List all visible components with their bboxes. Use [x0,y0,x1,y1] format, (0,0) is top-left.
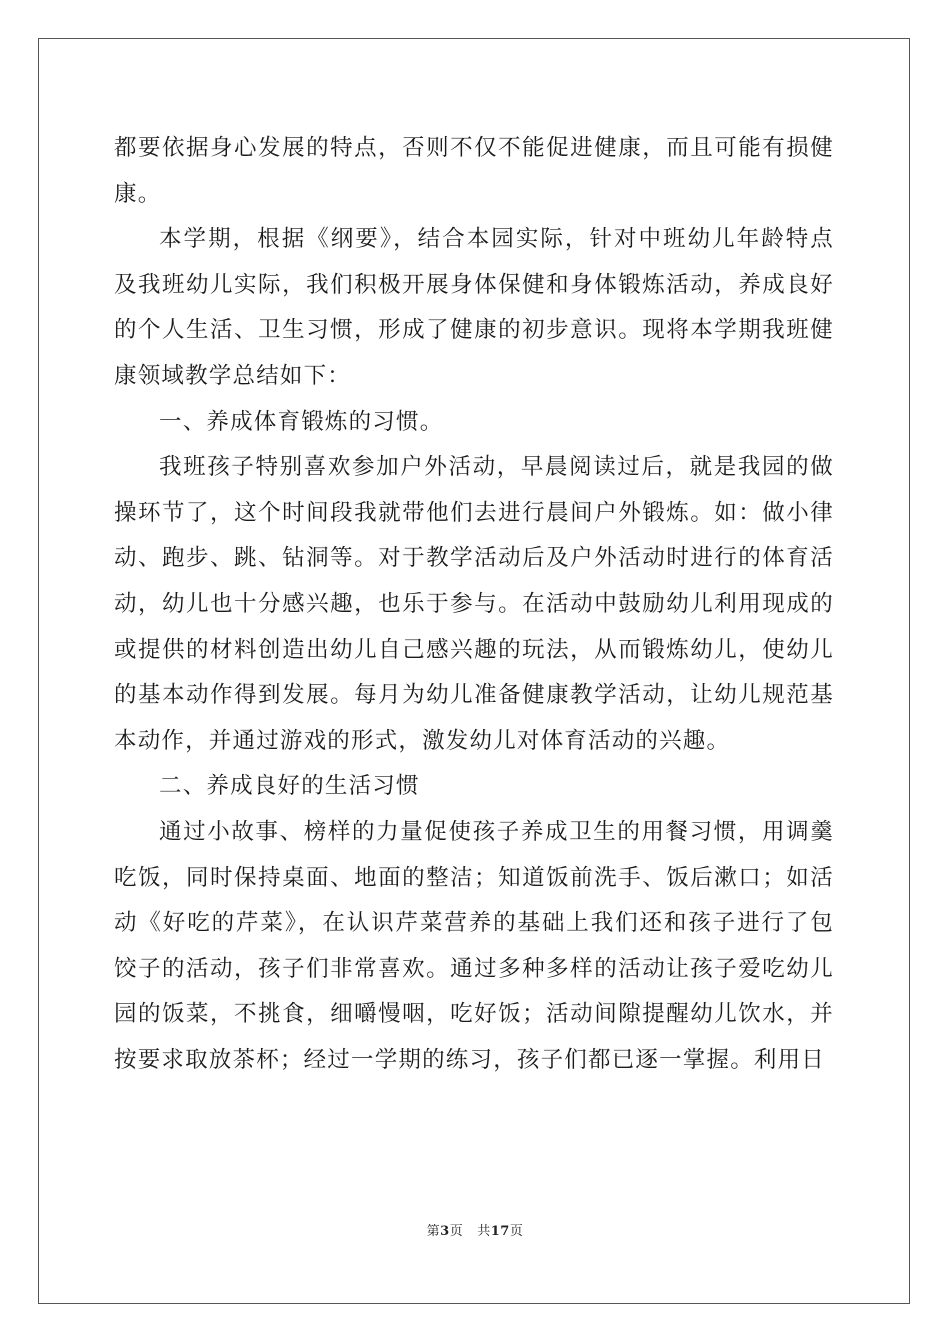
paragraph-section-2: 通过小故事、榜样的力量促使孩子养成卫生的用餐习惯，用调羹吃饭，同时保持桌面、地面的整洁；知道饭前洗手、饭后漱口；如活动《好吃的芹菜》，在认识芹菜营养的基础上我们还和孩子进行了包饺子的活动，孩子们非常喜欢。通过多种多样的活动让孩子爱吃幼儿园的饭菜，不挑食，细嚼慢咽，吃好饭；活动间隙提醒幼儿饮水，并按要求取放茶杯；经过一学期的练习，孩子们都已逐一掌握。利用日 [114,818,834,1073]
total-pages-number: 17 [490,1224,510,1239]
section-heading-1: 一、养成体育锻炼的习惯。 [159,408,444,435]
footer-total-suffix: 页 [509,1224,524,1239]
document-body [114,126,834,1083]
page-footer [0,1220,950,1239]
current-page-number: 3 [440,1224,450,1239]
footer-prefix: 第 [426,1224,441,1239]
footer-page-suffix: 页 [449,1224,464,1239]
footer-total-prefix: 共 [477,1224,491,1239]
paragraph-section-1: 我班孩子特别喜欢参加户外活动，早晨阅读过后，就是我园的做操环节了，这个时间段我就带他们去进行晨间户外锻炼。如：做小律动、跑步、跳、钻洞等。对于教学活动后及户外活动时进行的体育活动，幼儿也十分感兴趣，也乐于参与。在活动中鼓励幼儿利用现成的或提供的材料创造出幼儿自己感兴趣的玩法，从而锻炼幼儿，使幼儿的基本动作得到发展。每月为幼儿准备健康教学活动，让幼儿规范基本动作，并通过游戏的形式，激发幼儿对体育活动的兴趣。 [114,454,834,754]
paragraph-continued: 都要依据身心发展的特点，否则不仅不能促进健康，而且可能有损健康。 [114,135,834,207]
paragraph-intro: 本学期，根据《纲要》，结合本园实际，针对中班幼儿年龄特点及我班幼儿实际，我们积极开展身体保健和身体锻炼活动，养成良好的个人生活、卫生习惯，形成了健康的初步意识。现将本学期我班健康领域教学总结如下： [114,226,834,389]
section-heading-2: 二、养成良好的生活习惯 [159,773,420,800]
